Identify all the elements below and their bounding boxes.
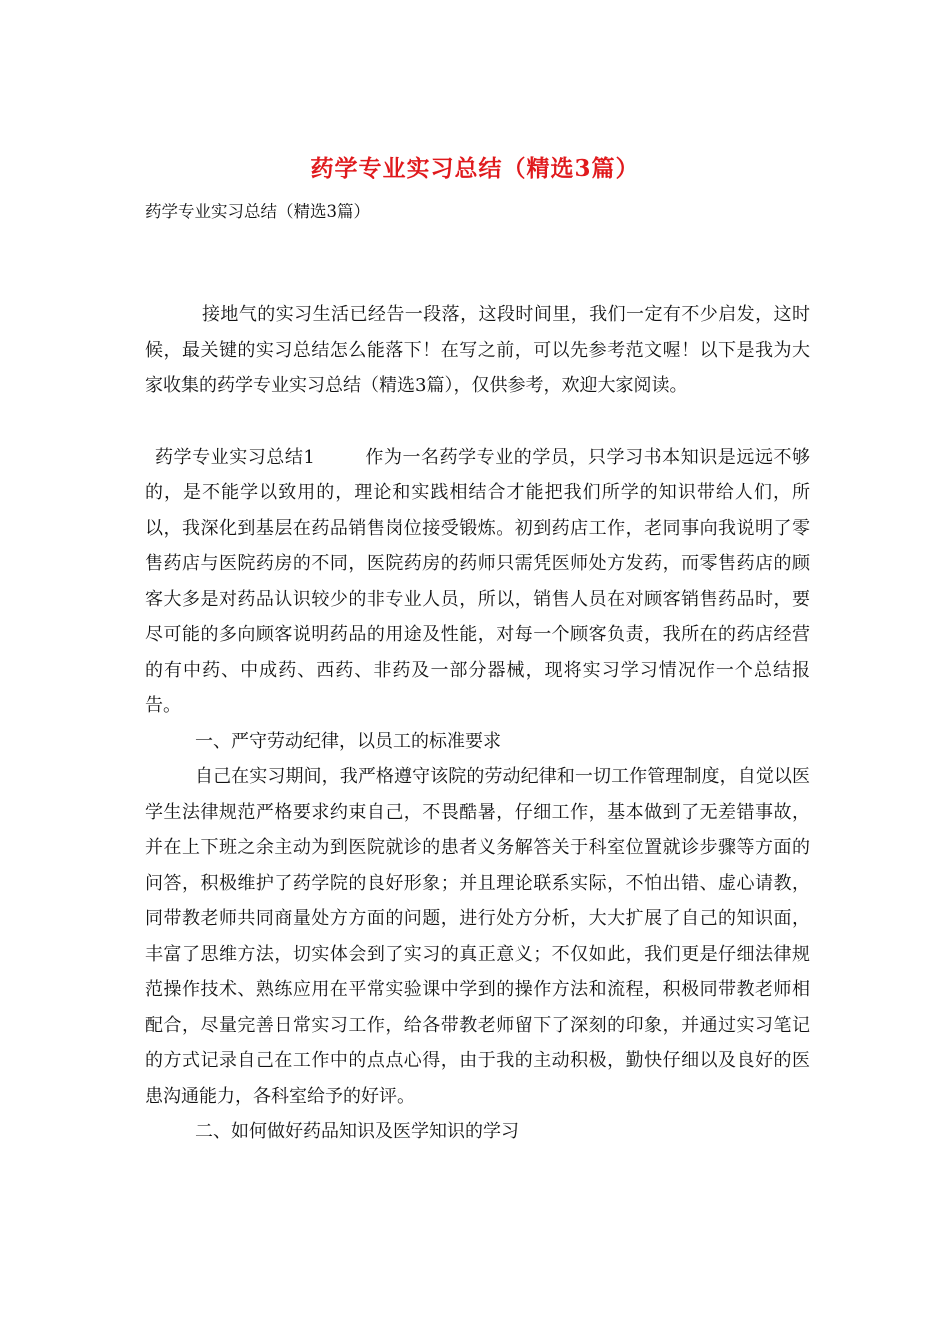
intro-paragraph: 接地气的实习生活已经告一段落，这段时间里，我们一定有不少启发，这时候，最关键的实习总结怎么能落下！在写之前，可以先参考范文喔！以下是我为大家收集的药学专业实习总结（精选3篇），仅供参考，欢迎大家阅读。 bbox=[145, 304, 810, 396]
section1-label: 药学专业实习总结1 bbox=[155, 446, 315, 468]
document-title: 药学专业实习总结（精选3篇） bbox=[310, 155, 640, 182]
section-heading-2: 二、如何做好药品知识及医学知识的学习 bbox=[195, 1121, 519, 1142]
section-heading-1: 一、严守劳动纪律，以员工的标准要求 bbox=[195, 730, 501, 752]
paragraph-1: 自己在实习期间，我严格遵守该院的劳动纪律和一切工作管理制度，自觉以医学生法律规范严格要求约束自己，不畏酷暑，仔细工作，基本做到了无差错事故，并在上下班之余主动为到医院就诊的患者义务解答关于科室位置就诊步骤等方面的问答，积极维护了药学院的良好形象；并且理论联系实际，不怕出错、虚心请教，同带教老师共同商量处方方面的问题，进行处方分析，大大扩展了自己的知识面，丰富了思维方法，切实体会到了实习的真正意义；不仅如此，我们更是仔细法律规范操作技术、熟练应用在平常实验课中学到的操作方法和流程，积极同带教老师相配合，尽量完善日常实习工作，给各带教老师留下了深刻的印象，并通过实习笔记的方式记录自己在工作中的点点心得，由于我的主动积极，勤快仔细以及良好的医患沟通能力，各科室给予的好评。 bbox=[145, 766, 810, 1107]
document-body bbox=[145, 297, 810, 1150]
section1-text: 作为一名药学专业的学员，只学习书本知识是远远不够的，是不能学以致用的，理论和实践相结合才能把我们所学的知识带给人们，所以，我深化到基层在药品销售岗位接受锻炼。初到药店工作，老同事向我说明了零售药店与医院药房的不同，医院药房的药师只需凭医师处方发药，而零售药店的顾客大多是对药品认识较少的非专业人员，所以，销售人员在对顾客销售药品时，要尽可能的多向顾客说明药品的用途及性能，对每一个顾客负责，我所在的药店经营的有中药、中成药、西药、非药及一部分器械，现将实习学习情况作一个总结报告。 bbox=[145, 446, 811, 716]
document-subtitle: 药学专业实习总结（精选3篇） bbox=[145, 202, 370, 221]
paragraph-gap bbox=[145, 404, 810, 440]
section1-paragraph bbox=[145, 440, 810, 724]
